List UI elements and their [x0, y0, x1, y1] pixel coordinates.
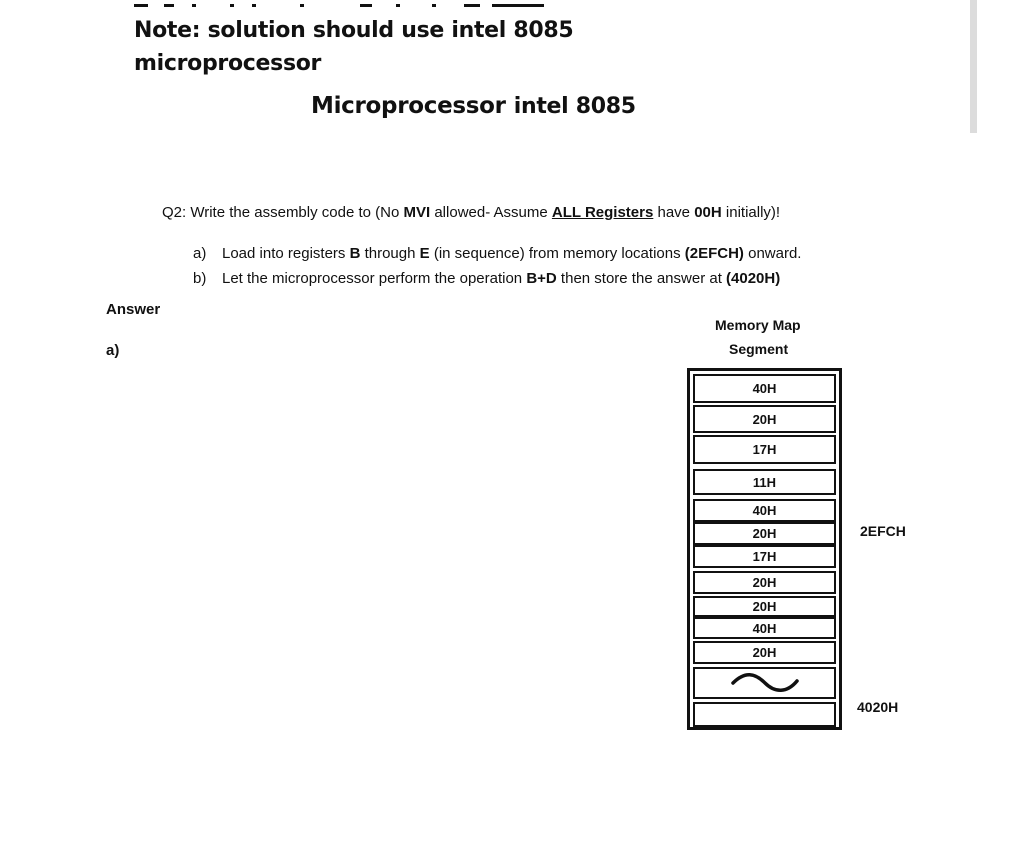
memory-gap-cell: [693, 667, 836, 699]
solution-note: [134, 14, 573, 80]
answer-part-a: a): [106, 342, 120, 359]
vertical-scrollbar[interactable]: [970, 0, 977, 133]
memory-map-subtitle: Segment: [729, 341, 789, 357]
zero-value: 00H: [694, 204, 722, 221]
start-address-label: 2EFCH: [860, 523, 906, 539]
title-microprocessor: Microprocessor: [311, 93, 506, 119]
mvi-keyword: MVI: [403, 204, 431, 221]
memory-map-table: [687, 368, 842, 730]
question-q2: Q2: Write the assembly code to (No MVI allowed- Assume ALL Registers have 00H initially)!: [162, 204, 781, 221]
item-label: a): [193, 245, 207, 262]
note-line-2: microprocessor: [134, 51, 322, 76]
memory-cell: 17H: [693, 435, 836, 464]
memory-cell: 40H: [693, 499, 836, 522]
memory-cell: 11H: [693, 469, 836, 495]
clipped-text-fragment: [134, 0, 554, 8]
question-item-a: a) Load into registers B through E (in sequence) from memory locations (2EFCH) onward.: [193, 245, 802, 262]
memory-cell-empty: [693, 702, 836, 727]
item-label: b): [193, 270, 207, 287]
answer-heading: Answer: [106, 301, 161, 318]
memory-map-title: Memory Map: [715, 317, 801, 333]
memory-cell: 20H: [693, 405, 836, 433]
end-address-label: 4020H: [857, 699, 899, 715]
tilde-break-icon: [725, 671, 805, 695]
memory-cell: 17H: [693, 545, 836, 568]
memory-cell: 20H: [693, 641, 836, 664]
memory-cell: 40H: [693, 374, 836, 403]
all-registers-emphasis: ALL Registers: [551, 204, 654, 221]
note-line-1: Note: solution should use intel 8085: [134, 18, 574, 43]
memory-cell: 40H: [693, 617, 836, 639]
title-intel-8085: intel 8085: [513, 94, 636, 119]
memory-cell: 20H: [693, 596, 836, 617]
memory-cell: 20H: [693, 522, 836, 545]
memory-cell: 20H: [693, 571, 836, 594]
question-item-b: b) Let the microprocessor perform the operation B+D then store the answer at (4020H): [193, 270, 781, 287]
page-title: [311, 93, 636, 119]
